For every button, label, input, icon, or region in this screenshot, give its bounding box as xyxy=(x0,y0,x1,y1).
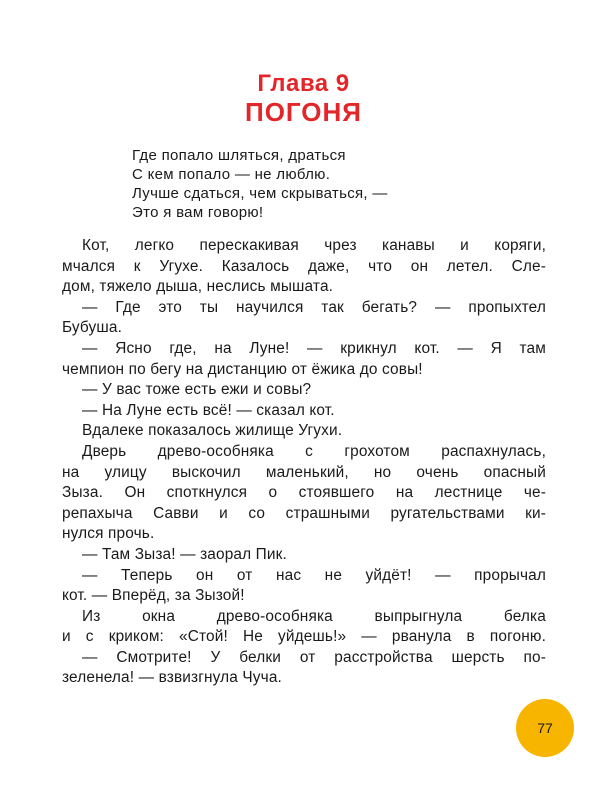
text-line: — Ясно где, на Луне! — крикнул кот. — Я там xyxy=(82,339,546,357)
text-line: и с криком: «Стой! Не уйдешь!» — рванула в погоню. xyxy=(62,628,546,646)
text-line: мчался к Угухе. Казалось даже, что он летел. Сле- xyxy=(62,257,546,275)
text-line: зеленела! — взвизгнула Чуча. xyxy=(62,669,282,687)
text-line: дом, тяжело дыша, неслись мышата. xyxy=(62,278,334,296)
text-line: репахыча Савви и со страшными ругательствами ки- xyxy=(62,504,546,522)
text-line: Дверь древо-особняка с грохотом распахнулась, xyxy=(82,442,546,460)
epigraph-line: Где попало шляться, драться xyxy=(132,147,346,164)
text-line: — У вас тоже есть ежи и совы? xyxy=(82,381,312,399)
page-number: 77 xyxy=(537,720,553,736)
text-line: — Теперь он от нас не уйдёт! — прорычал xyxy=(82,566,546,584)
text-line: — На Луне есть всё! — сказал кот. xyxy=(82,401,335,419)
epigraph-line: Это я вам говорю! xyxy=(132,204,264,221)
text-line: Кот, легко перескакивая чрез канавы и коряги, xyxy=(82,237,546,254)
epigraph-line: Лучше сдаться, чем скрываться, — xyxy=(132,185,388,202)
text-line: — Где это ты научился так бегать? — пропыхтел xyxy=(82,298,546,316)
epigraph xyxy=(132,146,492,222)
text-line: — Там Зыза! — заорал Пик. xyxy=(82,545,287,563)
chapter-label: Глава 9 xyxy=(257,70,350,97)
text-line: Вдалеке показалось жилище Угухи. xyxy=(82,422,343,440)
chapter-title: ПОГОНЯ xyxy=(245,97,362,127)
text-line: на улицу выскочил маленький, но очень опасный xyxy=(62,463,546,481)
text-line: кот. — Вперёд, за Зызой! xyxy=(62,587,245,605)
text-line: — Смотрите! У белки от расстройства шерсть по- xyxy=(82,648,546,666)
text-line: чемпион по бегу на дистанцию от ёжика до совы! xyxy=(62,360,423,378)
epigraph-line: С кем попало — не люблю. xyxy=(132,166,331,183)
body-text xyxy=(62,236,546,689)
text-line: Из окна древо-особняка выпрыгнула белка xyxy=(82,607,546,625)
text-line: нулся прочь. xyxy=(62,525,155,543)
page-number-badge xyxy=(516,699,574,757)
text-line: Бубуша. xyxy=(62,319,123,337)
text-line: Зыза. Он споткнулся о стоявшего на лестнице че- xyxy=(62,484,546,502)
